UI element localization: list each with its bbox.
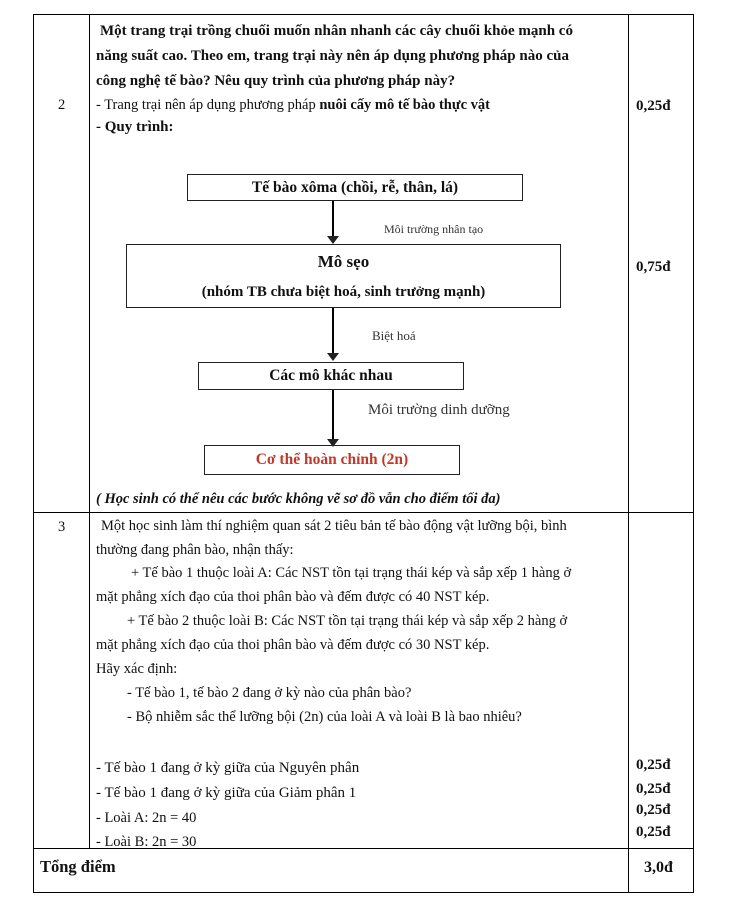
q3-answer-4: - Loài B: 2n = 30 [96, 834, 197, 850]
q2-question-line-2: năng suất cao. Theo em, trang trại này nên áp dụng phương pháp nào của [96, 48, 569, 64]
table-border-left [33, 14, 34, 893]
q2-note: ( Học sinh có thể nêu các bước không vẽ sơ đồ vẫn cho điểm tối đa) [96, 491, 501, 507]
q2-answer-prefix: - Trang trại nên áp dụng phương pháp [96, 97, 320, 113]
q3-answer-1: - Tế bào 1 đang ở kỳ giữa của Nguyên phân [96, 760, 360, 776]
row-divider-q2-q3 [33, 512, 694, 513]
q3-line-7: Hãy xác định: [96, 661, 178, 677]
q3-line-9: - Bộ nhiễm sắc thể lưỡng bội (2n) của loài A và loài B là bao nhiêu? [127, 709, 522, 725]
diagram-box-tissues [198, 362, 464, 390]
diagram-box-whole-plant-label: Cơ thể hoàn chỉnh (2n) [255, 451, 409, 468]
diagram-box-whole-plant [204, 445, 460, 475]
total-label: Tổng điểm [40, 857, 116, 876]
diagram-arrow-1-shaft [332, 201, 334, 238]
diagram-arrow-1-label: Môi trường nhân tạo [384, 222, 484, 236]
q3-answer-2: - Tế bào 1 đang ở kỳ giữa của Giảm phân 1 [96, 785, 357, 801]
q3-score-2: 0,25đ [636, 781, 671, 797]
diagram-arrow-1-head [327, 236, 339, 244]
question-number-2: 2 [58, 97, 66, 113]
q2-question-line-1: Một trang trại trồng chuối muốn nhân nhanh các cây chuối khỏe mạnh có [100, 23, 573, 39]
q3-line-4: mặt phẳng xích đạo của thoi phân bào và đếm được có 40 NST kép. [96, 589, 490, 605]
q3-score-3: 0,25đ [636, 802, 671, 818]
diagram-box-callus-subtitle: (nhóm TB chưa biệt hoá, sinh trưởng mạnh) [201, 283, 486, 300]
q3-line-6: mặt phẳng xích đạo của thoi phân bào và đếm được có 30 NST kép. [96, 637, 490, 653]
diagram-box-somatic-cell [187, 174, 523, 201]
diagram-box-somatic-cell-label: Tế bào xôma (chồi, rễ, thân, lá) [251, 178, 459, 196]
q2-process-label: - Quy trình: [96, 119, 174, 135]
col-divider-number [89, 14, 90, 848]
q3-line-2: thường đang phân bào, nhận thấy: [96, 542, 294, 558]
question-number-3: 3 [58, 519, 66, 535]
diagram-arrow-2-head [327, 353, 339, 361]
diagram-box-tissues-label: Các mô khác nhau [269, 367, 393, 384]
q3-line-1: Một học sinh làm thí nghiệm quan sát 2 tiêu bản tế bào động vật lưỡng bội, bình [101, 518, 567, 534]
diagram-arrow-2-shaft [332, 308, 334, 355]
q2-answer-line [96, 95, 490, 115]
q2-answer-method: nuôi cấy mô tế bào thực vật [319, 97, 490, 113]
total-score: 3,0đ [644, 859, 673, 876]
q2-question-line-3: công nghệ tế bào? Nêu quy trình của phương pháp này? [96, 73, 456, 89]
q3-score-4: 0,25đ [636, 824, 671, 840]
diagram-arrow-2-label: Biệt hoá [372, 328, 416, 343]
diagram-box-callus-title: Mô sẹo [317, 251, 370, 271]
table-border-bottom [33, 892, 694, 893]
q2-score-2: 0,75đ [636, 259, 671, 275]
col-divider-score [628, 14, 629, 893]
table-border-top [33, 14, 694, 15]
q3-score-1: 0,25đ [636, 757, 671, 773]
q3-line-5: + Tế bào 2 thuộc loài B: Các NST tồn tại trạng thái kép và sắp xếp 2 hàng ở [127, 613, 568, 629]
q3-answer-3: - Loài A: 2n = 40 [96, 810, 197, 826]
diagram-arrow-3-shaft [332, 390, 334, 441]
q2-score-1: 0,25đ [636, 98, 671, 114]
table-border-right [693, 14, 694, 893]
q3-line-3: + Tế bào 1 thuộc loài A: Các NST tồn tại trạng thái kép và sắp xếp 1 hàng ở [131, 565, 572, 581]
diagram-box-callus [126, 244, 561, 308]
q3-line-8: - Tế bào 1, tế bào 2 đang ở kỳ nào của phân bào? [127, 685, 412, 701]
diagram-arrow-3-label: Môi trường dinh dưỡng [368, 402, 510, 418]
